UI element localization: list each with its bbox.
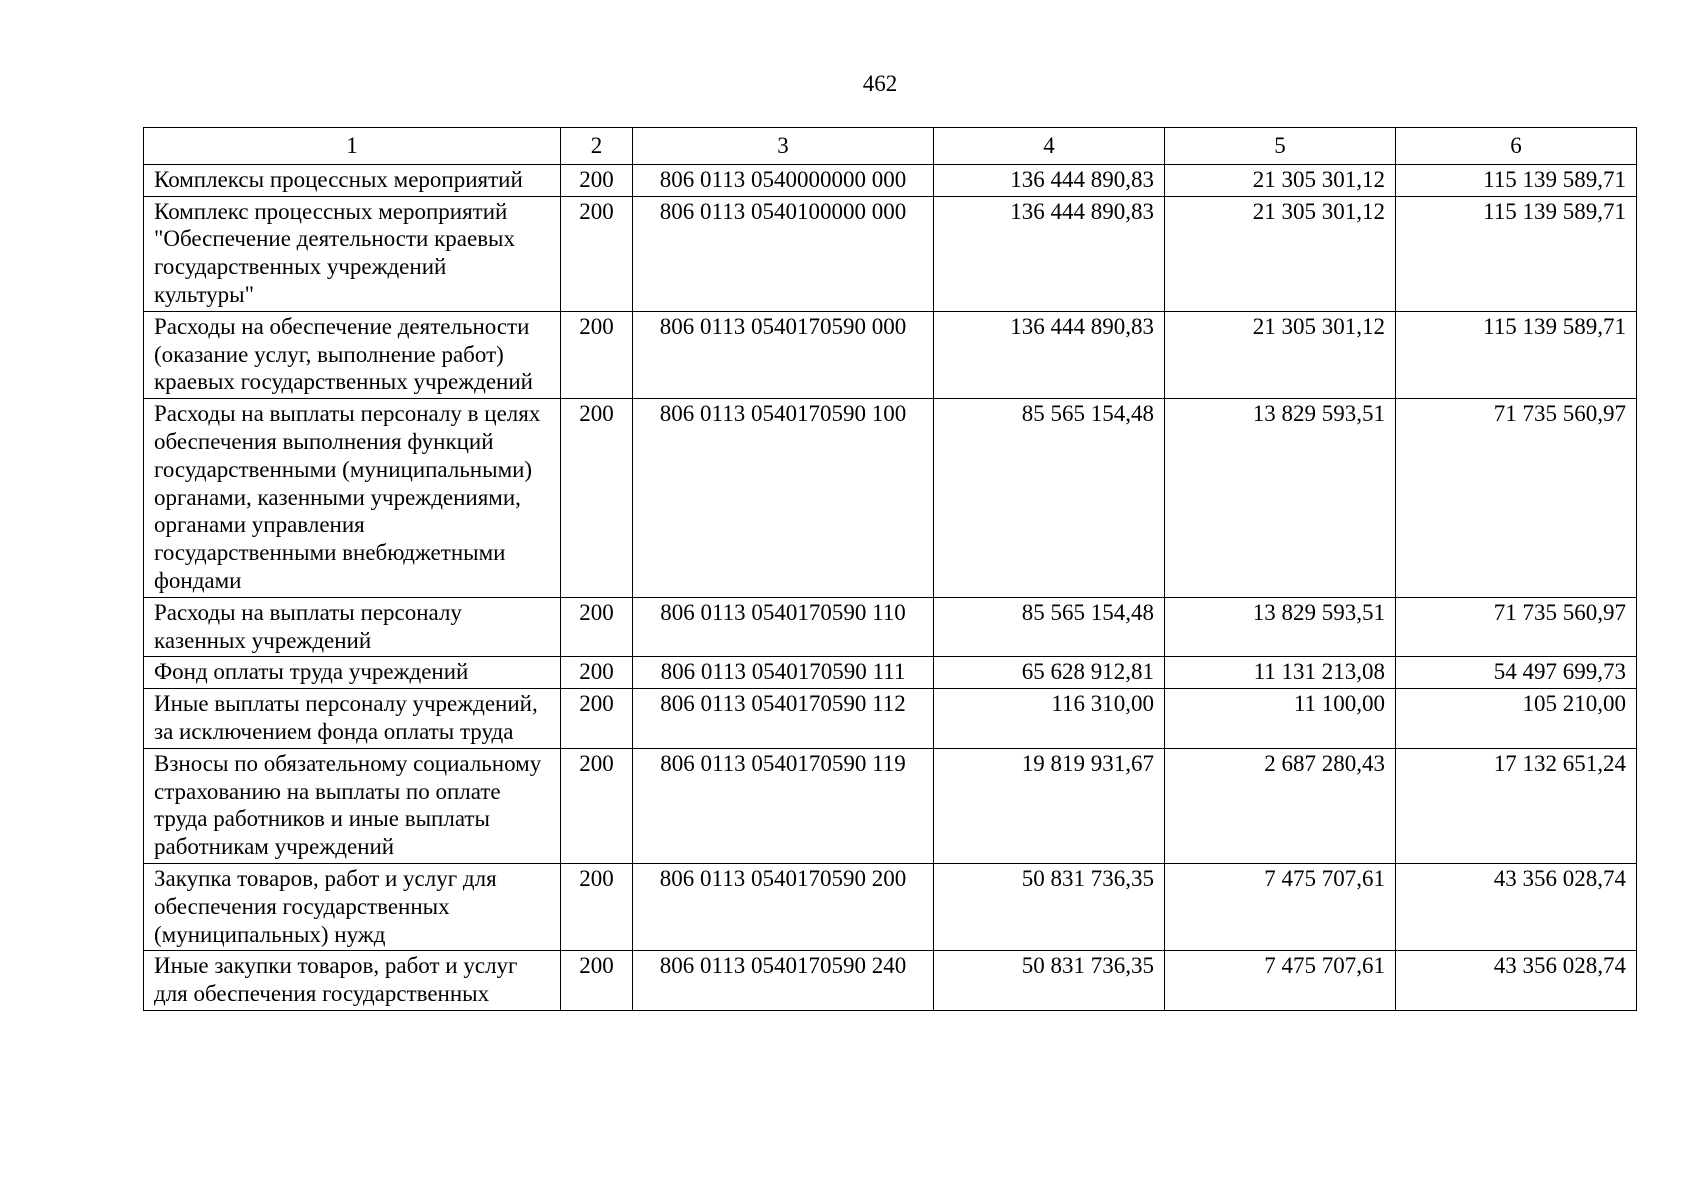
row-col6-cell: 71 735 560,97	[1396, 597, 1637, 657]
table-row	[144, 597, 1637, 657]
row-status-cell: 200	[561, 164, 633, 196]
row-status-cell: 200	[561, 597, 633, 657]
row-name-cell: Взносы по обязательному социальному страхованию на выплаты по оплате труда работников и иные выплаты работникам учреждений	[144, 748, 561, 863]
row-col5-cell: 7 475 707,61	[1165, 951, 1396, 1011]
row-status-cell: 200	[561, 748, 633, 863]
table-row	[144, 196, 1637, 311]
row-name-cell: Расходы на выплаты персоналу в целях обеспечения выполнения функций государственными (муниципальными) органами, казенными учреждениями, органами управления государственными внебюджетными фондами	[144, 399, 561, 598]
row-status-cell: 200	[561, 657, 633, 689]
header-cell-2: 2	[561, 128, 633, 165]
row-status-cell: 200	[561, 311, 633, 398]
row-col5-cell: 13 829 593,51	[1165, 399, 1396, 598]
row-code-cell: 806 0113 0540170590 240	[633, 951, 934, 1011]
table-body	[144, 164, 1637, 1010]
row-col4-cell: 136 444 890,83	[934, 311, 1165, 398]
row-col6-cell: 71 735 560,97	[1396, 399, 1637, 598]
row-col4-cell: 50 831 736,35	[934, 863, 1165, 950]
row-code-cell: 806 0113 0540170590 000	[633, 311, 934, 398]
table-header	[144, 128, 1637, 165]
table-row	[144, 399, 1637, 598]
row-col4-cell: 85 565 154,48	[934, 399, 1165, 598]
row-name-cell: Иные выплаты персоналу учреждений, за исключением фонда оплаты труда	[144, 689, 561, 749]
table-row	[144, 951, 1637, 1011]
table-row	[144, 689, 1637, 749]
row-col5-cell: 21 305 301,12	[1165, 196, 1396, 311]
row-col6-cell: 105 210,00	[1396, 689, 1637, 749]
row-col5-cell: 7 475 707,61	[1165, 863, 1396, 950]
row-name-cell: Фонд оплаты труда учреждений	[144, 657, 561, 689]
row-col6-cell: 43 356 028,74	[1396, 863, 1637, 950]
row-col6-cell: 115 139 589,71	[1396, 311, 1637, 398]
header-cell-5: 5	[1165, 128, 1396, 165]
row-code-cell: 806 0113 0540170590 110	[633, 597, 934, 657]
row-col4-cell: 136 444 890,83	[934, 164, 1165, 196]
row-col4-cell: 50 831 736,35	[934, 951, 1165, 1011]
row-col5-cell: 2 687 280,43	[1165, 748, 1396, 863]
row-col4-cell: 85 565 154,48	[934, 597, 1165, 657]
row-col5-cell: 11 131 213,08	[1165, 657, 1396, 689]
row-col4-cell: 65 628 912,81	[934, 657, 1165, 689]
row-name-cell: Комплекс процессных мероприятий "Обеспечение деятельности краевых государственных учреждений культуры"	[144, 196, 561, 311]
table-row	[144, 311, 1637, 398]
row-col6-cell: 115 139 589,71	[1396, 164, 1637, 196]
row-col5-cell: 21 305 301,12	[1165, 311, 1396, 398]
row-col4-cell: 19 819 931,67	[934, 748, 1165, 863]
row-name-cell: Расходы на обеспечение деятельности (оказание услуг, выполнение работ) краевых государственных учреждений	[144, 311, 561, 398]
row-status-cell: 200	[561, 196, 633, 311]
header-cell-4: 4	[934, 128, 1165, 165]
row-col4-cell: 136 444 890,83	[934, 196, 1165, 311]
row-col5-cell: 11 100,00	[1165, 689, 1396, 749]
row-col6-cell: 54 497 699,73	[1396, 657, 1637, 689]
row-col5-cell: 21 305 301,12	[1165, 164, 1396, 196]
row-name-cell: Иные закупки товаров, работ и услуг для обеспечения государственных	[144, 951, 561, 1011]
row-code-cell: 806 0113 0540170590 112	[633, 689, 934, 749]
table-row	[144, 164, 1637, 196]
table-row	[144, 657, 1637, 689]
table-row	[144, 863, 1637, 950]
header-cell-3: 3	[633, 128, 934, 165]
row-code-cell: 806 0113 0540170590 100	[633, 399, 934, 598]
page-number: 462	[862, 71, 898, 96]
row-code-cell: 806 0113 0540000000 000	[633, 164, 934, 196]
row-col6-cell: 17 132 651,24	[1396, 748, 1637, 863]
budget-table	[143, 127, 1637, 1011]
header-cell-6: 6	[1396, 128, 1637, 165]
row-status-cell: 200	[561, 951, 633, 1011]
row-code-cell: 806 0113 0540100000 000	[633, 196, 934, 311]
row-status-cell: 200	[561, 863, 633, 950]
row-col6-cell: 43 356 028,74	[1396, 951, 1637, 1011]
row-col6-cell: 115 139 589,71	[1396, 196, 1637, 311]
row-col4-cell: 116 310,00	[934, 689, 1165, 749]
table-row	[144, 748, 1637, 863]
row-code-cell: 806 0113 0540170590 200	[633, 863, 934, 950]
header-row	[144, 128, 1637, 165]
row-status-cell: 200	[561, 399, 633, 598]
row-status-cell: 200	[561, 689, 633, 749]
row-name-cell: Закупка товаров, работ и услуг для обеспечения государственных (муниципальных) нужд	[144, 863, 561, 950]
row-code-cell: 806 0113 0540170590 111	[633, 657, 934, 689]
row-name-cell: Комплексы процессных мероприятий	[144, 164, 561, 196]
row-name-cell: Расходы на выплаты персоналу казенных учреждений	[144, 597, 561, 657]
row-code-cell: 806 0113 0540170590 119	[633, 748, 934, 863]
row-col5-cell: 13 829 593,51	[1165, 597, 1396, 657]
header-cell-1: 1	[144, 128, 561, 165]
